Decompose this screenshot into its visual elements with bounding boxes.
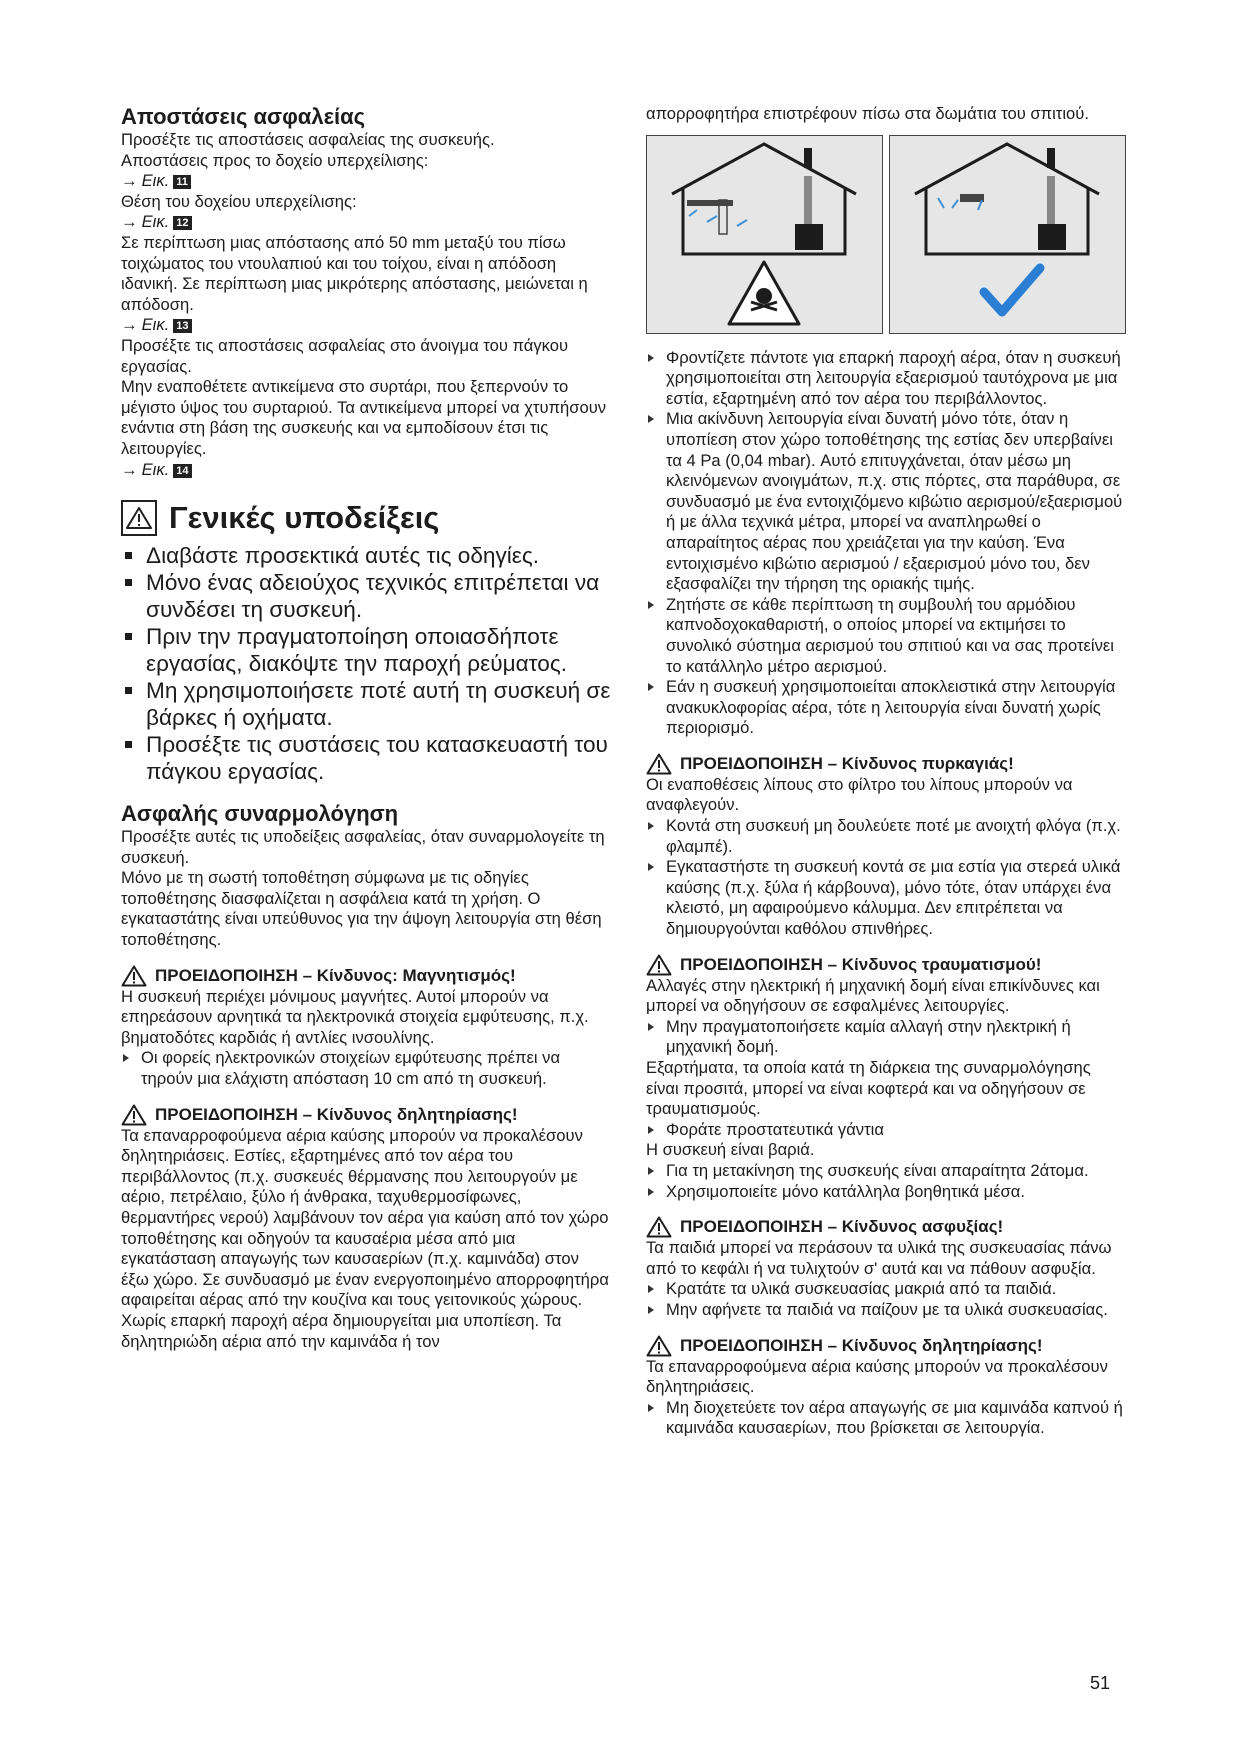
figure-ref-13: → Εικ. 13	[121, 315, 611, 336]
assembly-heading: Ασφαλής συναρμολόγηση	[121, 801, 399, 827]
list-item: Μην αφήνετε τα παιδιά να παίζουν με τα υλικά συσκευασίας.	[646, 1300, 1126, 1321]
list-item: Εγκαταστήστε τη συσκευή κοντά σε μια εστία για στερεά υλικά καύσης (π.χ. ξύλα ή κάρβουνα), μόνο τότε, όταν υπάρχει ένα κλειστό, μη αφαιρούμενο κάλυμμα. Δεν επιτρέπεται να δημιουργούνται καθόλου σπινθήρες.	[646, 857, 1126, 939]
general-heading: Γενικές υποδείξεις	[169, 500, 440, 536]
warning-box-icon	[121, 500, 157, 536]
list-item: Κρατάτε τα υλικά συσκευασίας μακριά από τα παιδιά.	[646, 1279, 1126, 1300]
list-item: Χρησιμοποιείτε μόνο κατάλληλα βοηθητικά μέσα.	[646, 1182, 1126, 1203]
continued-text: απορροφητήρα επιστρέφουν πίσω στα δωμάτια του σπιτιού.	[646, 104, 1089, 123]
list-item: Μια ακίνδυνη λειτουργία είναι δυνατή μόνο τότε, όταν η υποπίεση στον χώρο τοποθέτησης της εστίας δεν υπερβαίνει τα 4 Pa (0,04 mbar). Αυτό επιτυγχάνεται, όταν μέσω μη κλεινόμενων ανοιγμάτων, π.χ. στις πόρτες, στα παράθυρα, σε συνδυασμό με ένα εντοιχιζόμενο κιβώτιο αερισμού/εξαερισμού ή με άλλα τεχνικά μέτρα, μπορεί να αναπληρωθεί ο απαραίτητος αέρας που χρειάζεται για την καύση. Ένα εντοιχισμένο κιβώτιο αερισμού / εξαερισμού μόνο του, δεν εξασφαλίζει την τήρηση της οριακής τιμής.	[646, 409, 1126, 594]
distances-p2: Αποστάσεις προς το δοχείο υπερχείλισης:	[121, 150, 429, 170]
list-item: Ζητήστε σε κάθε περίπτωση τη συμβουλή του αρμόδιου καπνοδοχοκαθαριστή, ο οποίος μπορεί να εκτιμήσει το συνολικό σύστημα αερισμού του σπιτιού και να σας προτείνει το κατάλληλο μέτρο αερισμού.	[646, 595, 1126, 677]
list-item: Για τη μετακίνηση της συσκευής είναι απαραίτητα 2άτομα.	[646, 1161, 1126, 1182]
warning-fire-list	[646, 816, 1126, 940]
left-column	[121, 104, 611, 1352]
distances-p1: Προσέξτε τις αποστάσεις ασφαλείας της συσκευής.	[121, 130, 495, 149]
figure-ref-11: → Εικ. 11	[121, 171, 611, 192]
figure-correct	[889, 135, 1126, 334]
warning-poison2-heading: ΠΡΟΕΙΔΟΠΟΙΗΣΗ – Κίνδυνος δηλητηρίασης!	[646, 1335, 1126, 1357]
warning-poison-text: Τα επαναρροφούμενα αέρια καύσης μπορούν να προκαλέσουν δηλητηριάσεις. Εστίες, εξαρτημένες από τον αέρα του περιβάλλοντος (π.χ. συσκευές θέρμανσης που λειτουργούν με αέριο, πετρέλαιο, ξύλο ή άνθρακα, ταχυθερμοσίφωνες, θερμαντήρες νερού) λαμβάνουν τον αέρα για καύση από τον χώρο τοποθέτησης και οδηγούν τα καυσαέρια μέσα από μια εγκατάσταση απαγωγής των καυσαερίων (π.χ. καμινάδα) στον έξω χώρο. Σε συνδυασμό με έναν ενεργοποιημένο απορροφητήρα αφαιρείται αέρας από την κουζίνα και τους γειτονικούς χώρους. Χωρίς επαρκή παροχή αέρα δημιουργείται μια υποπίεση. Τα δηλητηριώδη αέρια από την καμινάδα ή τον	[121, 1125, 609, 1351]
warning-suffocation-text: Τα παιδιά μπορεί να περάσουν τα υλικά της συσκευασίας πάνω από το κεφάλι ή να τυλιχτούν σ' αυτά και να πάθουν ασφυξία.	[646, 1238, 1112, 1278]
list-item: Εάν η συσκευή χρησιμοποιείται αποκλειστικά στην λειτουργία ανακυκλοφορίας αέρα, τότε η λειτουργία είναι δυνατή χωρίς περιορισμό.	[646, 677, 1126, 739]
list-item: Κοντά στη συσκευή μη δουλεύετε ποτέ με ανοιχτή φλόγα (π.χ. φλαμπέ).	[646, 816, 1126, 857]
warning-magnet-heading: ΠΡΟΕΙΔΟΠΟΙΗΣΗ – Κίνδυνος: Μαγνητισμός!	[121, 965, 611, 987]
list-item: Μόνο ένας αδειούχος τεχνικός επιτρέπεται να συνδέσει τη συσκευή.	[121, 569, 611, 623]
list-item: Διαβάστε προσεκτικά αυτές τις οδηγίες.	[121, 542, 611, 569]
warning-magnet-list	[121, 1048, 611, 1089]
warning-poison-heading: ΠΡΟΕΙΔΟΠΟΙΗΣΗ – Κίνδυνος δηλητηρίασης!	[121, 1104, 611, 1126]
list-item: Προσέξτε τις συστάσεις του κατασκευαστή του πάγκου εργασίας.	[121, 731, 611, 785]
right-column	[646, 104, 1126, 1439]
ventilation-figures	[646, 135, 1126, 334]
warning-suffocation-list	[646, 1279, 1126, 1320]
warning-injury-text3: Η συσκευή είναι βαριά.	[646, 1140, 815, 1160]
distances-p6: Μην εναποθέτετε αντικείμενα στο συρτάρι, που ξεπερνούν το μέγιστο ύψος του συρταριού. Τα αντικείμενα μπορεί να χτυπήσουν ενάντια στη βάση της συσκευής και να εμποδίσουν έτσι τις λειτουργίες.	[121, 377, 607, 458]
general-list	[121, 542, 611, 785]
ventilation-list	[646, 348, 1126, 739]
warning-triangle-icon	[121, 965, 147, 987]
assembly-p2: Μόνο με τη σωστή τοποθέτηση σύμφωνα με τις οδηγίες τοποθέτησης διασφαλίζεται η ασφάλεια κατά τη χρήση. Ο εγκαταστάτης είναι υπεύθυνος για την άψογη λειτουργία στη θέση τοποθέτησης.	[121, 868, 602, 950]
list-item: Μην πραγματοποιήσετε καμία αλλαγή στην ηλεκτρική ή μηχανική δομή.	[646, 1017, 1126, 1058]
general-heading-row	[121, 500, 611, 536]
warning-triangle-icon	[646, 954, 672, 976]
warning-triangle-icon	[646, 753, 672, 775]
warning-injury-text2: Εξαρτήματα, τα οποία κατά τη διάρκεια της συναρμολόγησης είναι προσιτά, μπορεί να είναι κοφτερά και να οδηγήσουν σε τραυματισμούς.	[646, 1058, 1091, 1119]
warning-injury-text: Αλλαγές στην ηλεκτρική ή μηχανική δομή είναι επικίνδυνες και μπορεί να οδηγήσουν σε εσφαλμένες λειτουργίες.	[646, 975, 1100, 1016]
list-item: Πριν την πραγματοποίηση οποιασδήποτε εργασίας, διακόψτε την παροχή ρεύματος.	[121, 623, 611, 677]
warning-triangle-icon	[646, 1216, 672, 1238]
assembly-p1: Προσέξτε αυτές τις υποδείξεις ασφαλείας, όταν συναρμολογείτε τη συσκευή.	[121, 827, 605, 867]
warning-fire-heading: ΠΡΟΕΙΔΟΠΟΙΗΣΗ – Κίνδυνος πυρκαγιάς!	[646, 753, 1126, 775]
warning-triangle-icon	[121, 1104, 147, 1126]
list-item: Μη χρησιμοποιήσετε ποτέ αυτή τη συσκευή σε βάρκες ή οχήματα.	[121, 677, 611, 731]
warning-poison2-text: Τα επαναρροφούμενα αέρια καύσης μπορούν να προκαλέσουν δηλητηριάσεις.	[646, 1356, 1108, 1397]
page-number: 51	[1090, 1673, 1111, 1693]
warning-triangle-icon	[646, 1335, 672, 1357]
warning-magnet-text: Η συσκευή περιέχει μόνιμους μαγνήτες. Αυτοί μπορούν να επηρεάσουν αρνητικά τα ηλεκτρονικά στοιχεία εμφύτευσης, π.χ. βηματοδότες καρδιάς ή αντλίες ινσουλίνης.	[121, 986, 589, 1047]
figure-ref-14: → Εικ. 14	[121, 460, 611, 481]
list-item: Φροντίζετε πάντοτε για επαρκή παροχή αέρα, όταν η συσκευή χρησιμοποιείται στη λειτουργία εξαερισμού ταυτόχρονα με μια εστία, εξαρτημένη από τον αέρα του περιβάλλοντος.	[646, 348, 1126, 410]
figure-ref-12: → Εικ. 12	[121, 212, 611, 233]
warning-fire-text: Οι εναποθέσεις λίπους στο φίλτρο του λίπους μπορούν να αναφλεγούν.	[646, 774, 1073, 815]
figure-danger	[646, 135, 883, 334]
warning-injury-heading: ΠΡΟΕΙΔΟΠΟΙΗΣΗ – Κίνδυνος τραυματισμού!	[646, 954, 1126, 976]
warning-injury-list2	[646, 1120, 1126, 1141]
warning-suffocation-heading: ΠΡΟΕΙΔΟΠΟΙΗΣΗ – Κίνδυνος ασφυξίας!	[646, 1216, 1126, 1238]
warning-injury-list1	[646, 1017, 1126, 1058]
warning-injury-list3	[646, 1161, 1126, 1202]
distances-p5: Προσέξτε τις αποστάσεις ασφαλείας στο άνοιγμα του πάγκου εργασίας.	[121, 335, 569, 376]
list-item: Οι φορείς ηλεκτρονικών στοιχείων εμφύτευσης πρέπει να τηρούν μια ελάχιστη απόσταση 10 cm από τη συσκευή.	[121, 1048, 611, 1089]
warning-poison2-list	[646, 1398, 1126, 1439]
list-item: Φοράτε προστατευτικά γάντια	[646, 1120, 1126, 1141]
distances-p4: Σε περίπτωση μιας απόστασης από 50 mm μεταξύ του πίσω τοιχώματος του ντουλαπιού και του τοίχου, είναι η απόδοση ιδανική. Σε περίπτωση μιας μικρότερης απόστασης, μειώνεται η απόδοση.	[121, 232, 588, 314]
distances-p3: Θέση του δοχείου υπερχείλισης:	[121, 191, 357, 211]
list-item: Μη διοχετεύετε τον αέρα απαγωγής σε μια καμινάδα καπνού ή καμινάδα καυσαερίων, που βρίσκεται σε λειτουργία.	[646, 1398, 1126, 1439]
distances-heading: Αποστάσεις ασφαλείας	[121, 104, 366, 129]
